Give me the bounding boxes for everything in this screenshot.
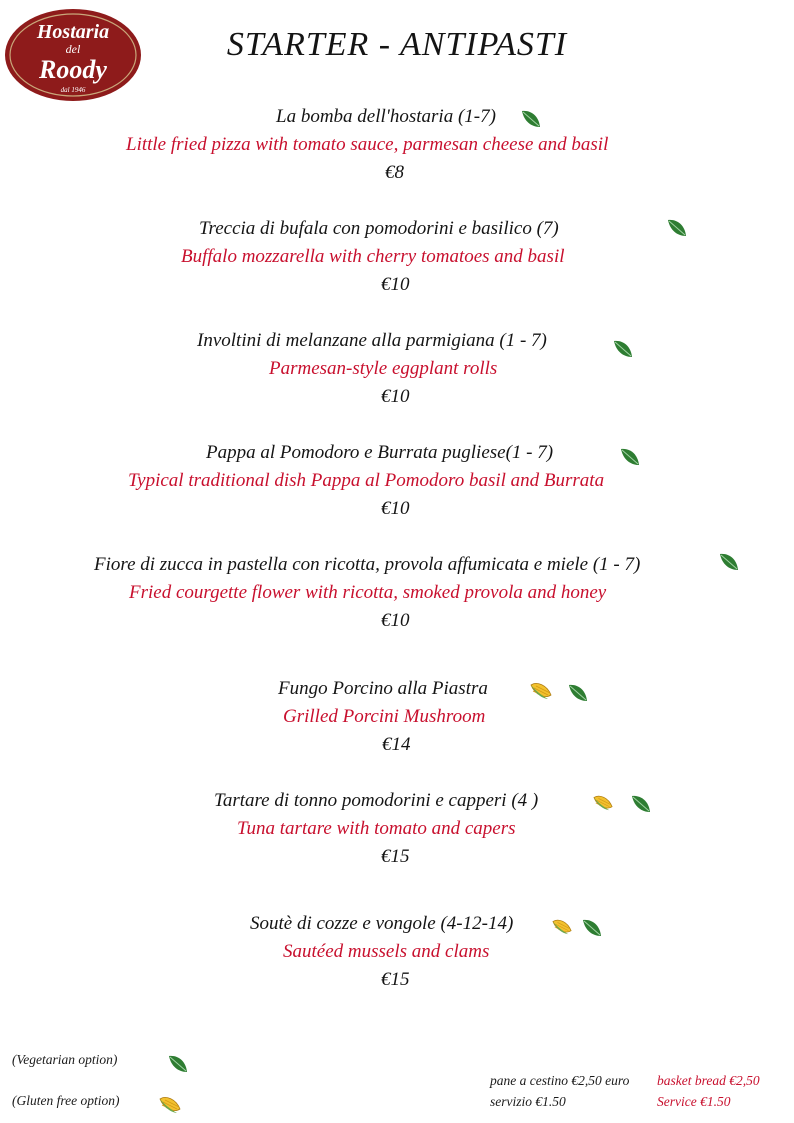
leaf-icon [520, 108, 542, 130]
leaf-icon [619, 446, 641, 468]
item-description: Buffalo mozzarella with cherry tomatoes and basil [181, 246, 565, 267]
service-charge-english: Service €1.50 [657, 1094, 731, 1109]
legend-vegetarian-label: (Vegetarian option) [12, 1052, 118, 1067]
leaf-icon [666, 217, 688, 239]
item-name: Treccia di bufala con pomodorini e basilico (7) [199, 218, 559, 239]
item-name: Fungo Porcino alla Piastra [278, 678, 488, 699]
item-price: €10 [381, 610, 410, 631]
bread-price-italian: pane a cestino €2,50 euro [490, 1073, 630, 1088]
leaf-icon [718, 551, 740, 573]
item-price: €14 [382, 734, 411, 755]
leaf-icon [167, 1053, 189, 1075]
item-description: Little fried pizza with tomato sauce, parmesan cheese and basil [126, 134, 609, 155]
item-price: €10 [381, 386, 410, 407]
item-name: Soutè di cozze e vongole (4-12-14) [250, 913, 514, 934]
logo-line3: Roody [39, 55, 107, 84]
corn-icon [157, 1094, 183, 1116]
leaf-icon [581, 917, 603, 939]
item-price: €8 [385, 162, 404, 183]
item-description: Typical traditional dish Pappa al Pomodoro basil and Burrata [128, 470, 605, 491]
corn-icon [591, 793, 615, 813]
item-name: La bomba dell'hostaria (1-7) [276, 106, 496, 127]
item-description: Sautéed mussels and clams [283, 941, 490, 962]
item-name: Pappa al Pomodoro e Burrata pugliese(1 - 7) [206, 442, 554, 463]
item-description: Fried courgette flower with ricotta, smoked provola and honey [129, 582, 607, 603]
logo-line2: del [65, 42, 81, 56]
item-price: €15 [381, 846, 410, 867]
logo-since: dal 1946 [60, 86, 86, 94]
item-description: Grilled Porcini Mushroom [283, 706, 486, 727]
bread-price-english: basket bread €2,50 [657, 1073, 760, 1088]
page-title: STARTER - ANTIPASTI [226, 26, 568, 63]
leaf-icon [630, 793, 652, 815]
item-price: €15 [381, 969, 410, 990]
item-description: Parmesan-style eggplant rolls [269, 358, 498, 379]
corn-icon [550, 917, 574, 937]
item-price: €10 [381, 498, 410, 519]
logo-line1: Hostaria [36, 21, 110, 43]
corn-icon [528, 680, 554, 702]
item-description: Tuna tartare with tomato and capers [237, 818, 516, 839]
leaf-icon [612, 338, 634, 360]
item-name: Involtini di melanzane alla parmigiana (1 - 7) [197, 330, 547, 351]
legend-gluten-free-label: (Gluten free option) [12, 1093, 120, 1108]
item-name: Fiore di zucca in pastella con ricotta, provola affumicata e miele (1 - 7) [94, 554, 641, 575]
service-charge-italian: servizio €1.50 [490, 1094, 566, 1109]
item-name: Tartare di tonno pomodorini e capperi (4 ) [214, 790, 539, 811]
leaf-icon [567, 682, 589, 704]
item-price: €10 [381, 274, 410, 295]
